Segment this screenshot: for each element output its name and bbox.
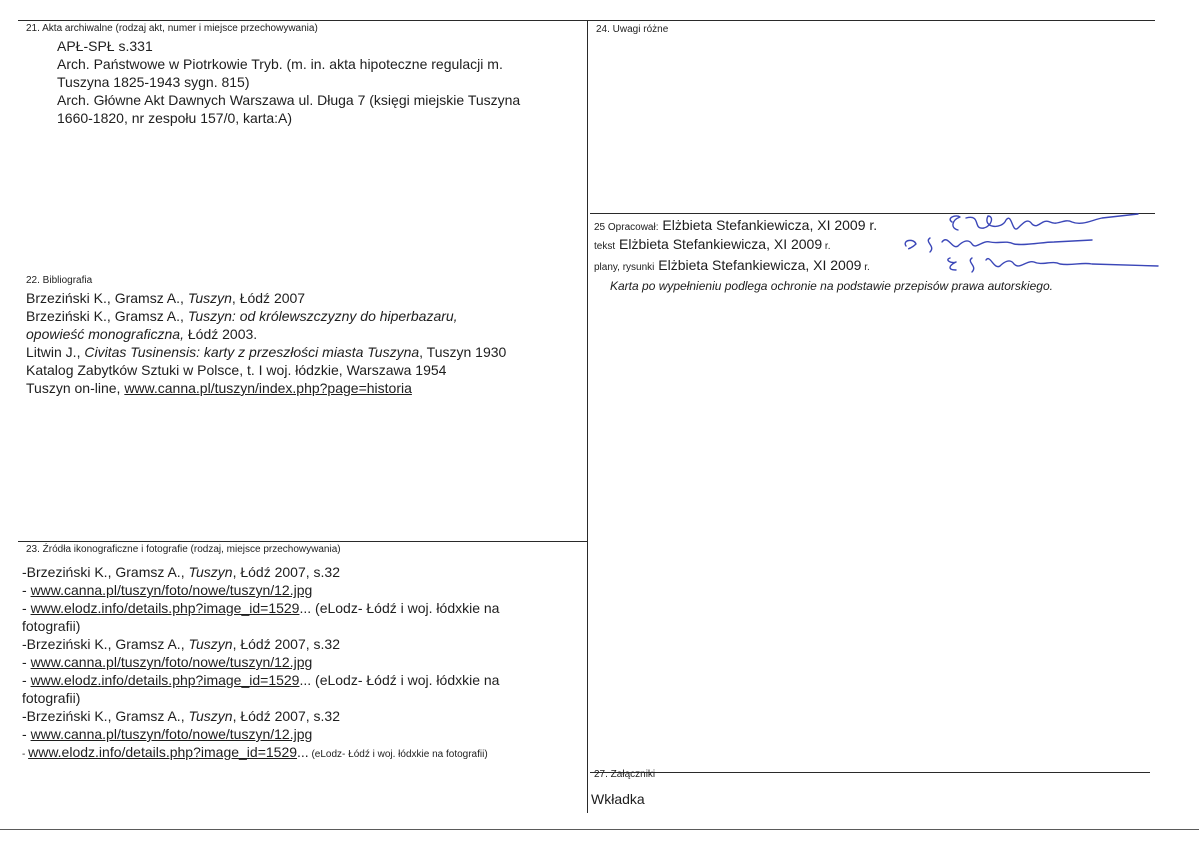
s23-dash: -: [22, 749, 29, 760]
s25-copyright-note: Karta po wypełnieniu podlega ochronie na podstawie przepisów prawa autorskiego.: [610, 279, 1053, 293]
s22-item-title: Tuszyn: [187, 290, 232, 306]
s22-item-pub: , Łódź 2007: [231, 290, 306, 306]
signature-3: [942, 248, 1162, 278]
bottom-rule: [0, 829, 1199, 830]
s23-link-row: [22, 581, 499, 599]
s23-link-row: [22, 671, 499, 689]
s25-row-text: [594, 235, 830, 256]
s23-book: [22, 563, 499, 581]
s22-item: Katalog Zabytków Sztuki w Polsce, t. I woj. łódzkie, Warszawa 1954: [26, 362, 447, 378]
s23-link-canna[interactable]: www.canna.pl/tuszyn/foto/nowe/tuszyn/12.jpg: [30, 726, 313, 742]
s23-book: [22, 707, 499, 725]
s23-top-rule: [18, 541, 587, 542]
s25-author: Elżbieta Stefankiewicza, XI 2009: [658, 257, 862, 273]
s22-item: [26, 289, 506, 307]
s25-r: r.: [865, 217, 878, 233]
s22-item-authors: Tuszyn on-line,: [26, 380, 125, 396]
s22-item: [26, 343, 506, 361]
s23-link-row: [22, 653, 499, 671]
s25-label-plans: plany, rysunki: [594, 262, 655, 273]
s23-link-row: [22, 743, 499, 764]
s22-item-authors: Brzeziński K., Gramsz A.,: [26, 308, 188, 324]
s22-link[interactable]: www.canna.pl/tuszyn/index.php?page=historia: [124, 380, 412, 396]
s22-item: [26, 325, 506, 343]
s25-label-text: tekst: [594, 241, 616, 252]
s21-heading: 21. Akta archiwalne (rodzaj akt, numer i miejsce przechowywania): [26, 23, 318, 34]
s22-item-authors: Litwin J.,: [26, 344, 85, 360]
s23-book-pub: , Łódź 2007, s.32: [232, 708, 340, 724]
s23-link-elodz[interactable]: www.elodz.info/details.php?image_id=1529: [28, 744, 298, 760]
s22-item-title: Civitas Tusinensis: karty z przeszłości miasta Tuszyna: [84, 344, 420, 360]
s22-item-authors: Brzeziński K., Gramsz A.,: [26, 290, 188, 306]
column-divider: [587, 20, 588, 813]
s25-r: r.: [861, 262, 870, 273]
s25-r: r.: [822, 241, 831, 252]
s23-link-elodz[interactable]: www.elodz.info/details.php?image_id=1529: [30, 672, 300, 688]
s23-book-title: Tuszyn: [188, 708, 233, 724]
s22-item-pub: , Tuszyn 1930: [419, 344, 507, 360]
s23-heading: 23. Źródła ikonograficzne i fotografie (rodzaj, miejsce przechowywania): [26, 544, 341, 555]
s23-book-title: Tuszyn: [188, 564, 233, 580]
s27-heading: 27. Załączniki: [594, 769, 656, 780]
s23-link-note: ... (eLodz- Łódź i woj. łódxkie na: [299, 672, 500, 688]
s23-link-row: [22, 725, 499, 743]
s22-item: [26, 307, 506, 325]
s23-dash: -: [22, 600, 31, 616]
s23-link-note: (eLodz- Łódź i woj. łódxkie na fotografii): [308, 749, 488, 760]
s23-book: [22, 635, 499, 653]
s21-line: Arch. Państwowe w Piotrkowie Tryb. (m. in. akta hipoteczne regulacji m.: [57, 56, 503, 72]
s22-item-title: opowieść monograficzna,: [26, 326, 184, 342]
s22-item-title: Tuszyn: od królewszczyzny do hiperbazaru,: [187, 308, 458, 324]
s25-label-main: 25 Opracował:: [594, 222, 659, 233]
s23-book-pub: , Łódź 2007, s.32: [232, 636, 340, 652]
s22-item-pub: Łódź 2003.: [183, 326, 258, 342]
s22-heading: 22. Bibliografia: [26, 275, 93, 286]
s23-book-authors: -Brzeziński K., Gramsz A.,: [22, 708, 189, 724]
s25-row-plans: [594, 256, 870, 277]
s23-book-authors: -Brzeziński K., Gramsz A.,: [22, 564, 189, 580]
s23-book-title: Tuszyn: [188, 636, 233, 652]
s21-line: Arch. Główne Akt Dawnych Warszawa ul. Długa 7 (księgi miejskie Tuszyna: [57, 92, 521, 108]
s23-link-dots: ...: [297, 744, 309, 760]
s23-block: [22, 563, 499, 764]
s23-link-elodz[interactable]: www.elodz.info/details.php?image_id=1529: [30, 600, 300, 616]
s27-top-rule: [590, 772, 1150, 773]
s23-link-cont: fotografii): [22, 690, 81, 706]
s27-value: Wkładka: [591, 791, 645, 807]
s22-block: [26, 289, 506, 397]
s21-line: Tuszyna 1825-1943 sygn. 815): [57, 74, 250, 90]
s23-link-cont: fotografii): [22, 618, 81, 634]
s23-dash: -: [22, 726, 31, 742]
s23-book-pub: , Łódź 2007, s.32: [232, 564, 340, 580]
s21-block: [57, 37, 520, 127]
s21-line: 1660-1820, nr zespołu 157/0, karta:A): [57, 110, 293, 126]
s25-author: Elżbieta Stefankiewicza, XI 2009: [662, 217, 866, 233]
s21-line: APŁ-SPŁ s.331: [57, 38, 153, 54]
s25-author: Elżbieta Stefankiewicza, XI 2009: [619, 236, 823, 252]
s25-row-main: [594, 216, 877, 237]
s23-link-canna[interactable]: www.canna.pl/tuszyn/foto/nowe/tuszyn/12.jpg: [30, 654, 313, 670]
s23-link-note: ... (eLodz- Łódź i woj. łódxkie na: [299, 600, 500, 616]
s23-dash: -: [22, 582, 31, 598]
s23-book-authors: -Brzeziński K., Gramsz A.,: [22, 636, 189, 652]
s24-heading: 24. Uwagi różne: [596, 24, 669, 35]
s22-item: [26, 379, 506, 397]
s23-dash: -: [22, 654, 31, 670]
s23-dash: -: [22, 672, 31, 688]
s23-link-row: [22, 599, 499, 617]
s23-link-canna[interactable]: www.canna.pl/tuszyn/foto/nowe/tuszyn/12.jpg: [30, 582, 313, 598]
